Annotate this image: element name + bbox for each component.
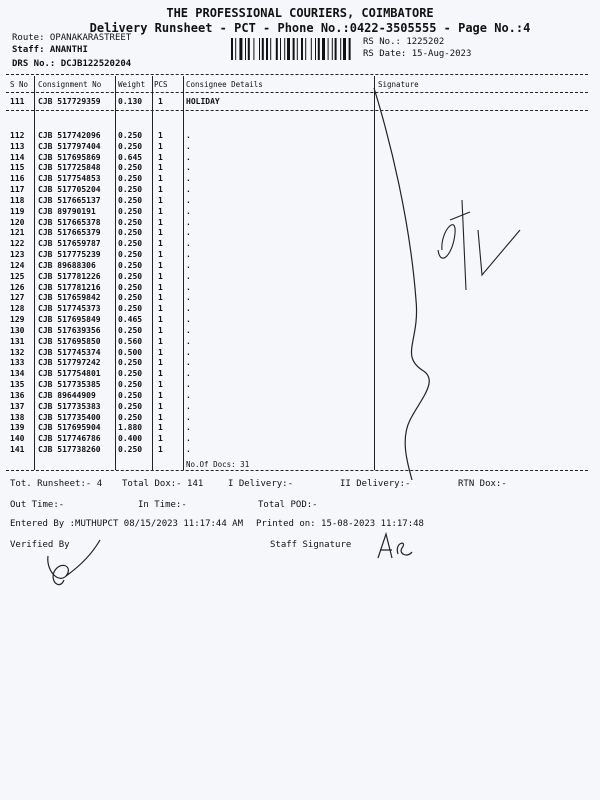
cell-pcs: 1 — [158, 434, 163, 444]
cell-pcs: 1 — [158, 250, 163, 260]
col-weight: Weight — [118, 80, 146, 89]
cell-weight: 0.250 — [118, 195, 143, 205]
cell-sno: 128 — [10, 304, 25, 314]
cell-sno: 134 — [10, 369, 25, 379]
cell-details: . — [186, 434, 191, 444]
cell-sno: 117 — [10, 185, 25, 195]
cell-weight: 0.250 — [118, 390, 143, 400]
cell-consignment: CJB 517659787 — [38, 239, 101, 249]
total-pod: Total POD:- — [258, 500, 318, 510]
cell-weight: 0.250 — [118, 325, 143, 335]
cell-sno: 124 — [10, 260, 25, 270]
handwritten-signature-column — [370, 80, 530, 480]
cell-sno: 129 — [10, 315, 25, 325]
cell-weight: 0.250 — [118, 282, 143, 292]
cell-sno: 125 — [10, 271, 25, 281]
cell-consignment: CJB 517746786 — [38, 434, 101, 444]
cell-details: . — [186, 271, 191, 281]
cell-details: . — [186, 141, 191, 151]
cell-details: . — [186, 445, 191, 455]
cell-consignment: CJB 517639356 — [38, 325, 101, 335]
cell-pcs: 1 — [158, 217, 163, 227]
cell-sno: 118 — [10, 195, 25, 205]
cell-details: . — [186, 336, 191, 346]
printed-on: Printed on: 15-08-2023 11:17:48 — [256, 519, 424, 529]
cell-weight: 0.250 — [118, 163, 143, 173]
cell-weight: 0.250 — [118, 228, 143, 238]
cell-sno: 132 — [10, 347, 25, 357]
verified-by-signature — [40, 536, 110, 592]
cell-sno: 137 — [10, 401, 25, 411]
cell-pcs: 1 — [158, 206, 163, 216]
cell-pcs: 1 — [158, 131, 163, 140]
cell-consignment: CJB 517705204 — [38, 185, 101, 195]
cell-sno: 121 — [10, 228, 25, 238]
cell-consignment: CJB 517695849 — [38, 315, 101, 325]
cell-sno: 111 — [10, 97, 25, 106]
col-signature: Signature — [378, 80, 419, 89]
cell-weight: 0.250 — [118, 358, 143, 368]
header-top-rule — [6, 74, 588, 75]
cell-consignment: CJB 89790191 — [38, 206, 96, 216]
col-consignee-details: Consignee Details — [186, 80, 263, 89]
cell-weight: 0.400 — [118, 434, 143, 444]
cell-consignment: CJB 517735400 — [38, 412, 101, 422]
cell-pcs: 1 — [158, 358, 163, 368]
total-dox: Total Dox:- 141 — [122, 479, 204, 489]
in-time: In Time:- — [138, 500, 187, 510]
cell-weight: 0.250 — [118, 239, 143, 249]
cell-consignment: CJB 517735383 — [38, 401, 101, 411]
cell-pcs: 1 — [158, 412, 163, 422]
cell-pcs: 1 — [158, 228, 163, 238]
runsheet-title: Delivery Runsheet - PCT - Phone No.:0422-3505555 - Page No.:4 — [89, 21, 531, 35]
cell-details: . — [186, 390, 191, 400]
cell-weight: 0.130 — [118, 97, 143, 106]
cell-sno: 120 — [10, 217, 25, 227]
cell-sno: 112 — [10, 131, 25, 140]
cell-weight: 0.250 — [118, 380, 143, 390]
cell-consignment: CJB 517659842 — [38, 293, 101, 303]
route-label: Route: OPANAKARASTREET — [12, 33, 132, 43]
cell-details: . — [186, 293, 191, 303]
cell-consignment: CJB 517797242 — [38, 358, 101, 368]
cell-pcs: 1 — [158, 401, 163, 411]
cell-consignment: CJB 517665378 — [38, 217, 101, 227]
cell-weight: 0.645 — [118, 152, 143, 162]
cell-pcs: 1 — [158, 141, 163, 151]
cell-details: . — [186, 152, 191, 162]
cell-details: . — [186, 369, 191, 379]
cell-pcs: 1 — [158, 390, 163, 400]
cell-consignment: CJB 517665137 — [38, 195, 101, 205]
cell-details: . — [186, 163, 191, 173]
cell-pcs: 1 — [158, 304, 163, 314]
cell-sno: 139 — [10, 423, 25, 433]
cell-consignment: CJB 89644909 — [38, 390, 96, 400]
cell-weight: 0.250 — [118, 401, 143, 411]
cell-details: . — [186, 195, 191, 205]
cell-pcs: 1 — [158, 195, 163, 205]
cell-weight: 0.250 — [118, 141, 143, 151]
cell-consignment: CJB 517754801 — [38, 369, 101, 379]
no-of-docs: No.Of Docs: 31 — [186, 460, 250, 469]
cell-sno: 126 — [10, 282, 25, 292]
cell-consignment: CJB 517695904 — [38, 423, 101, 433]
cell-consignment: CJB 517781216 — [38, 282, 101, 292]
cell-pcs: 1 — [158, 163, 163, 173]
out-time: Out Time:- — [10, 500, 65, 510]
cell-weight: 0.250 — [118, 206, 143, 216]
cell-sno: 138 — [10, 412, 25, 422]
tot-runsheet: Tot. Runsheet:- 4 — [10, 479, 103, 489]
cell-details: . — [186, 217, 191, 227]
cell-pcs: 1 — [158, 315, 163, 325]
cell-details: . — [186, 260, 191, 270]
cell-sno: 131 — [10, 336, 25, 346]
rtn-dox: RTN Dox:- — [458, 479, 507, 489]
staff-signature-mark — [368, 528, 418, 568]
cell-sno: 140 — [10, 434, 25, 444]
verified-by-label: Verified By — [10, 540, 70, 550]
cell-sno: 127 — [10, 293, 25, 303]
cell-details: . — [186, 315, 191, 325]
col-consignment: Consignment No — [38, 80, 102, 89]
cell-weight: 0.500 — [118, 347, 143, 357]
cell-details: . — [186, 304, 191, 314]
cell-details: . — [186, 185, 191, 195]
cell-pcs: 1 — [158, 152, 163, 162]
cell-consignment: CJB 517745374 — [38, 347, 101, 357]
cell-sno: 113 — [10, 141, 25, 151]
cell-consignment: CJB 517775239 — [38, 250, 101, 260]
cell-sno: 115 — [10, 163, 25, 173]
cell-details: . — [186, 228, 191, 238]
cell-sno: 122 — [10, 239, 25, 249]
cell-consignment: CJB 517745373 — [38, 304, 101, 314]
cell-weight: 0.250 — [118, 412, 143, 422]
cell-weight: 0.560 — [118, 336, 143, 346]
i-delivery: I Delivery:- — [228, 479, 294, 489]
cell-consignment: CJB 517735385 — [38, 380, 101, 390]
cell-sno: 114 — [10, 152, 25, 162]
cell-pcs: 1 — [158, 380, 163, 390]
cell-sno: 133 — [10, 358, 25, 368]
cell-pcs: 1 — [158, 347, 163, 357]
cell-pcs: 1 — [158, 97, 163, 106]
cell-pcs: 1 — [158, 369, 163, 379]
rs-number: RS No.: 1225202 — [363, 37, 445, 47]
drs-number: DRS No.: DCJB122520204 — [12, 59, 132, 69]
barcode-image — [231, 38, 355, 60]
cell-weight: 0.250 — [118, 131, 143, 140]
cell-weight: 0.465 — [118, 315, 143, 325]
col-sno: S No — [10, 80, 29, 89]
col-divider — [115, 76, 116, 470]
company-name: THE PROFESSIONAL COURIERS, COIMBATORE — [166, 6, 434, 20]
cell-consignment: CJB 517797404 — [38, 141, 101, 151]
cell-details: . — [186, 401, 191, 411]
rs-date: RS Date: 15-Aug-2023 — [363, 49, 472, 59]
cell-sno: 135 — [10, 380, 25, 390]
cell-pcs: 1 — [158, 325, 163, 335]
cell-details: . — [186, 412, 191, 422]
cell-details: . — [186, 131, 191, 140]
cell-weight: 0.250 — [118, 185, 143, 195]
cell-weight: 0.250 — [118, 369, 143, 379]
cell-pcs: 1 — [158, 185, 163, 195]
cell-pcs: 1 — [158, 174, 163, 184]
cell-pcs: 1 — [158, 336, 163, 346]
cell-weight: 0.250 — [118, 293, 143, 303]
cell-pcs: 1 — [158, 423, 163, 433]
cell-consignment: CJB 517695850 — [38, 336, 101, 346]
cell-weight: 0.250 — [118, 271, 143, 281]
cell-details: . — [186, 239, 191, 249]
cell-weight: 0.250 — [118, 260, 143, 270]
cell-sno: 141 — [10, 445, 25, 455]
cell-consignment: CJB 517742096 — [38, 131, 101, 140]
cell-weight: 0.250 — [118, 304, 143, 314]
staff-label: Staff: ANANTHI — [12, 45, 88, 55]
cell-consignment: CJB 517695869 — [38, 152, 101, 162]
col-pcs: PCS — [154, 80, 168, 89]
cell-sno: 119 — [10, 206, 25, 216]
cell-details: . — [186, 358, 191, 368]
cell-weight: 1.880 — [118, 423, 143, 433]
cell-details: . — [186, 347, 191, 357]
cell-weight: 0.250 — [118, 250, 143, 260]
cell-consignment: CJB 517754853 — [38, 174, 101, 184]
cell-weight: 0.250 — [118, 217, 143, 227]
cell-weight: 0.250 — [118, 445, 143, 455]
cell-consignment: CJB 517738260 — [38, 445, 101, 455]
cell-consignment: CJB 517729359 — [38, 97, 101, 106]
cell-sno: 136 — [10, 390, 25, 400]
cell-details: . — [186, 423, 191, 433]
cell-pcs: 1 — [158, 271, 163, 281]
cell-pcs: 1 — [158, 260, 163, 270]
cell-details: . — [186, 206, 191, 216]
cell-sno: 116 — [10, 174, 25, 184]
cell-consignment: CJB 517781226 — [38, 271, 101, 281]
col-divider — [152, 76, 153, 470]
cell-details: . — [186, 380, 191, 390]
cell-consignment: CJB 517725848 — [38, 163, 101, 173]
cell-pcs: 1 — [158, 282, 163, 292]
cell-sno: 130 — [10, 325, 25, 335]
cell-sno: 123 — [10, 250, 25, 260]
cell-details: . — [186, 174, 191, 184]
cell-weight: 0.250 — [118, 174, 143, 184]
cell-details: . — [186, 250, 191, 260]
cell-details: . — [186, 282, 191, 292]
cell-details: . — [186, 325, 191, 335]
cell-pcs: 1 — [158, 445, 163, 455]
cell-pcs: 1 — [158, 293, 163, 303]
cell-details: HOLIDAY — [186, 97, 220, 106]
ii-delivery: II Delivery:- — [340, 479, 411, 489]
col-divider — [183, 76, 184, 470]
staff-signature-label: Staff Signature — [270, 540, 352, 550]
col-divider — [34, 76, 35, 470]
entered-by: Entered By :MUTHUPCT 08/15/2023 11:17:44 AM — [10, 519, 243, 529]
cell-consignment: CJB 517665379 — [38, 228, 101, 238]
cell-consignment: CJB 89688306 — [38, 260, 96, 270]
cell-pcs: 1 — [158, 239, 163, 249]
